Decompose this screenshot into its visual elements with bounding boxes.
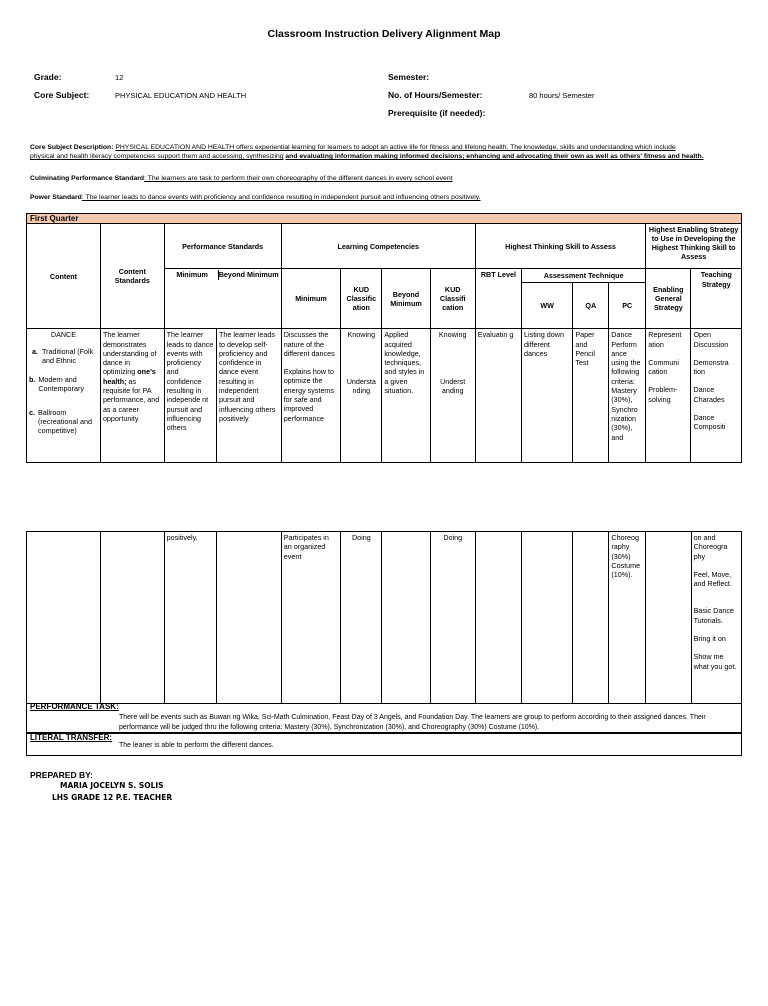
core-subject-label: Core Subject: (34, 90, 90, 100)
teaching-cell-cont (691, 532, 741, 704)
teaching-cont-1: on and Choreogra phy (693, 533, 728, 561)
content-cell (27, 329, 101, 463)
kud1-2: Understa nding (346, 376, 376, 395)
lc-min-2: Explains how to optimize the energy systems for safe and improved performance (283, 367, 335, 423)
hours-value: 80 hours/ Semester (529, 91, 595, 100)
enabling-3: Problem-solving (648, 385, 678, 404)
teaching-2: Demonstra tion (693, 357, 729, 377)
content-b-mark: b. (29, 375, 36, 385)
header-lc-beyond: Beyond Minimum (382, 269, 430, 329)
ps-minimum-cell: The learner leads to dance events with proficiency and confidence resulting in independe nt pursuit and influencing others (164, 329, 216, 463)
core-description-text-1: PHYSICAL EDUCATION AND HEALTH offers experiential learning for learners to adopt an active life for fitness and lifelong health. The knowledge, skills and understanding which include (115, 144, 676, 151)
hours-label: No. of Hours/Semester: (388, 90, 483, 100)
kud2-cell-cont: Doing (430, 532, 475, 704)
kud1-cell (341, 329, 382, 463)
pc-cell-cont: Choreog raphy (30%) Costume (10%). (609, 532, 646, 704)
ww-cell-cont (522, 532, 573, 704)
prepared-by-label: PREPARED BY: (30, 770, 93, 780)
header-pc: PC (609, 283, 646, 329)
header-enabling: Enabling General Strategy (646, 269, 691, 329)
kud1-1: Knowing (347, 330, 376, 340)
content-std-1: The learner demonstrates understanding of dance in optimizing (102, 330, 157, 377)
power-text: : The learner leads to dance events with proficiency and confidence resulting in independent pursuit and influencing others positively. (81, 194, 481, 201)
rbt-cell-cont (475, 532, 521, 704)
header-kud2: KUD Classifi cation (430, 269, 475, 329)
grade-value: 12 (115, 73, 124, 82)
header-lc-minimum: Minimum (281, 269, 341, 329)
header-kud1: KUD Classific ation (341, 269, 382, 329)
pc-cell: Dance Perform ance using the following criteria: Mastery (30%), Synchro nization (30%), and (609, 329, 646, 463)
literal-transfer-text: The leaner is able to perform the different dances. (119, 742, 274, 749)
semester-label: Semester: (388, 72, 430, 82)
core-description-text-2: physical and health literacy competencies support them and accessing, synthesizing (30, 153, 284, 160)
content-a: Traditional (Folk and Ethnic (41, 346, 94, 365)
qa-cell-cont (573, 532, 609, 704)
teaching-cell (691, 329, 742, 463)
performance-task-text: There will be events such as Buwan ng Wika, Sci-Math Culmination, Feast Day of 3 Angels, and Foundation Day. The learners are group to perform according to their assigned dances. Their performance will be judged thru the following criteria: Mastery (30%), Synchronization (30%), and Choreography (30%) Costume (10%). (119, 714, 706, 731)
header-ww: WW (522, 283, 573, 329)
ps-minimum-cell-cont: positively. (164, 532, 216, 704)
page-title: Classroom Instruction Delivery Alignment Map (267, 28, 501, 40)
header-teaching: Teaching Strategy (691, 269, 742, 329)
lc-minimum-cell-cont: Participates in an organized event (281, 532, 341, 704)
prerequisite-label: Prerequisite (if needed): (388, 108, 486, 118)
enabling-1: Represent ation (648, 330, 682, 349)
content-standards-cell-cont (100, 532, 164, 704)
content-title: DANCE (50, 330, 77, 340)
teaching-1: Open Discussion (693, 330, 729, 349)
header-content-standards: Content Standards (100, 224, 164, 329)
kud2-cell (430, 329, 475, 463)
teaching-cont-5: Show me what you got. (693, 652, 737, 671)
header-ps-beyond: Beyond Minimum (218, 270, 279, 280)
enabling-cell (646, 329, 691, 463)
literal-transfer-label: LITERAL TRANSFER: (30, 733, 113, 742)
literal-transfer-box (26, 732, 742, 756)
grade-label: Grade: (34, 72, 62, 82)
header-qa: QA (573, 283, 609, 329)
teaching-4: Dance Compositi (693, 413, 726, 432)
ww-cell: Listing down different dances (522, 329, 573, 463)
ps-beyond-cell: The learner leads to develop self-proficiency and confidence in dance event resulting in independent pursuit and influencing others positively (216, 329, 281, 463)
content-std-3: as requisite for PA performance, and as a career opportunity (102, 376, 160, 423)
performance-task-label: PERFORMANCE TASK: (30, 702, 119, 711)
power-standard (30, 193, 742, 202)
power-label: Power Standard (30, 194, 82, 201)
header-content: Content (27, 224, 101, 329)
culminating-standard (30, 174, 742, 183)
teaching-cont-2: Feel, Move, and Reflect. (693, 569, 732, 589)
header-learning-competencies: Learning Competencies (281, 224, 475, 269)
culminating-text: : The learners are task to perform their own choreography of the different dances in every school event (144, 175, 453, 182)
ps-subheader-area (164, 269, 281, 329)
content-b: Modern and Contemporary (38, 375, 84, 394)
core-subject-value: PHYSICAL EDUCATION AND HEALTH (115, 91, 247, 100)
header-rbt: RBT Level (475, 269, 521, 329)
content-a-mark: a. (31, 346, 38, 356)
table-row (27, 532, 742, 704)
header-assessment: Assessment Technique (522, 269, 646, 283)
performance-task-box (26, 703, 742, 734)
teaching-3: Dance Charades (693, 385, 725, 404)
header-ps-minimum: Minimum (176, 270, 208, 280)
kud2-1: Knowing (438, 330, 467, 340)
rbt-cell: Evaluatin g (475, 329, 521, 463)
qa-cell: Paper and Pencil Test (573, 329, 609, 463)
kud1-cell-cont: Doing (341, 532, 382, 704)
content-std-2: one's health; (102, 367, 156, 386)
kud2-2: Underst anding (440, 376, 466, 395)
preparer-position: LHS GRADE 12 P.E. TEACHER (52, 793, 173, 802)
header-performance-standards: Performance Standards (164, 224, 281, 269)
preparer-name: MARIA JOCELYN S. SOLIS (60, 781, 164, 790)
lc-minimum-cell (281, 329, 341, 463)
core-subject-description (30, 143, 742, 161)
culminating-label: Culminating Performance Standard (30, 175, 145, 182)
content-standards-cell (100, 329, 164, 463)
table-row (27, 329, 742, 463)
continuation-table (26, 531, 742, 704)
lc-beyond-cell-cont (382, 532, 430, 704)
enabling-cell-cont (646, 532, 691, 704)
content-cell-cont (27, 532, 101, 704)
lc-beyond-cell: Applied acquired knowledge, techniques, and styles in a given situation. (382, 329, 430, 463)
teaching-cont-3: Basic Dance Tutorials. (693, 606, 734, 625)
quarter-header: First Quarter (27, 214, 742, 224)
content-c: Ballroom (recreational and competitive) (38, 407, 92, 436)
alignment-table (26, 213, 742, 463)
core-description-text-3: and evaluating information making informed decisions; enhancing and advocating their own as well as others' fitness and health. (285, 153, 704, 160)
header-highest-enabling: Highest Enabling Strategy to Use in Developing the Highest Thinking Skill to Assess (646, 224, 742, 269)
header-highest-thinking: Highest Thinking Skill to Assess (475, 224, 645, 269)
core-description-label: Core Subject Description: (30, 144, 114, 151)
lc-min-1: Discusses the nature of the different dances (283, 330, 335, 358)
ps-beyond-cell-cont (217, 532, 282, 704)
enabling-2: Communi cation (648, 357, 680, 377)
teaching-cont-4: Bring it on (693, 634, 726, 644)
content-c-mark: c. (29, 407, 35, 417)
